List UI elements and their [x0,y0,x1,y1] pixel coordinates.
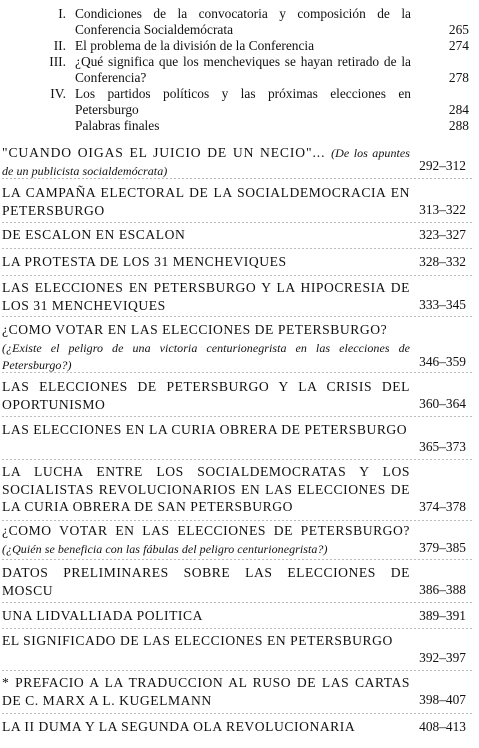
toc-entry-title: DE ESCALON EN ESCALON [2,227,186,242]
toc-entry-title: LAS ELECCIONES EN LA CURIA OBRERA DE PETERSBURGO [2,422,408,437]
toc-entry-pages: 328–332 [419,254,466,269]
divider [2,275,474,276]
section-title: El problema de la división de la Conferencia [75,38,315,53]
divider [2,316,474,317]
divider [2,222,474,223]
toc-entry-pages: 346–359 [419,354,466,369]
divider [2,372,474,373]
toc-entry-pages: 360–364 [419,396,466,411]
toc-entry-subtitle: (De los apuntes de un publicista socialdemócrata) [2,146,410,178]
toc-entry-pages: 374–378 [419,499,466,514]
toc-entry-subtitle: (¿Existe el peligro de una victoria centurionegrista en las elecciones de Petersburgo?) [2,340,410,373]
toc-entry-pages: 365–373 [419,439,466,454]
toc-entry-pages: 323–327 [419,227,466,242]
toc-entry-pages: 398–407 [419,692,466,707]
divider [2,713,474,714]
toc-entry-title: UNA LIDVALLIADA POLITICA [2,608,203,623]
toc-entry-title: LAS ELECCIONES DE PETERSBURGO Y LA CRISIS DEL OPORTUNISMO [2,379,410,412]
section-title: ¿Qué significa que los mencheviques se hayan retirado de la Conferencia? [75,54,411,85]
toc-entry-title: LA II DUMA Y LA SEGUNDA OLA REVOLUCIONARIA [2,719,356,734]
divider [2,520,474,521]
toc-entry-pages: 379–385 [419,540,466,555]
toc-entry-title: EL SIGNIFICADO DE LAS ELECCIONES EN PETERSBURGO [2,633,393,648]
toc-entry-title [2,321,410,374]
section-number: III. [49,54,66,69]
section-page: 274 [448,38,469,53]
toc-entry-title: LA LUCHA ENTRE LOS SOCIALDEMOCRATAS Y LOS SOCIALISTAS REVOLUCIONARIOS EN LAS ELECCIONES DE LA CURIA OBRERA DE SAN PETERSBURGO [2,464,410,515]
section-title: Palabras finales [75,118,160,133]
toc-entry-title-text: "CUANDO OIGAS EL JUICIO DE UN NECIO"... [2,145,326,160]
divider [2,628,474,629]
divider [2,670,474,671]
section-page: 284 [448,102,469,117]
toc-entry-pages: 392–397 [419,650,466,665]
toc-entry-pages: 389–391 [419,608,466,623]
toc-entry-title: LA PROTESTA DE LOS 31 MENCHEVIQUES [2,254,287,269]
toc-entry-title-text: ¿COMO VOTAR EN LAS ELECCIONES DE PETERSBURGO? [2,523,410,538]
divider [2,416,474,417]
section-page: 278 [448,70,469,85]
toc-entry-title: DATOS PRELIMINARES SOBRE LAS ELECCIONES DE MOSCU [2,565,410,598]
section-title: Los partidos políticos y las próximas elecciones en Petersburgo [75,86,411,117]
toc-entry-title: LAS ELECCIONES EN PETERSBURGO Y LA HIPOCRESIA DE LOS 31 MENCHEVIQUES [2,280,410,313]
section-title: Condiciones de la convocatoria y composición de la Conferencia Socialdemócrata [75,6,411,37]
divider [2,248,474,249]
section-number: II. [53,38,66,53]
toc-entry-title [2,144,410,179]
toc-entry-pages: 313–322 [419,202,466,217]
toc-entry-pages: 386–388 [419,582,466,597]
toc-entry-subtitle: (¿Quién se beneficia con las fábulas del peligro centurionegrista?) [2,541,328,556]
divider [2,602,474,603]
section-page: 288 [448,118,469,133]
toc-entry-title: * PREFACIO A LA TRADUCCION AL RUSO DE LAS CARTAS DE C. MARX A L. KUGELMANN [2,675,410,708]
toc-entry-pages: 408–413 [419,719,466,734]
toc-entry-pages: 333–345 [419,297,466,312]
toc-entry-title [2,522,410,557]
toc-entry-pages: 292–312 [419,158,466,173]
divider [2,178,474,179]
toc-entry-title-text: ¿COMO VOTAR EN LAS ELECCIONES DE PETERSBURGO? [2,322,388,337]
section-number: IV. [50,86,66,101]
section-number: I. [58,6,66,21]
divider [2,459,474,460]
section-page: 265 [448,22,469,37]
toc-entry-title: LA CAMPAÑA ELECTORAL DE LA SOCIALDEMOCRACIA EN PETERSBURGO [2,185,410,218]
divider [2,559,474,560]
